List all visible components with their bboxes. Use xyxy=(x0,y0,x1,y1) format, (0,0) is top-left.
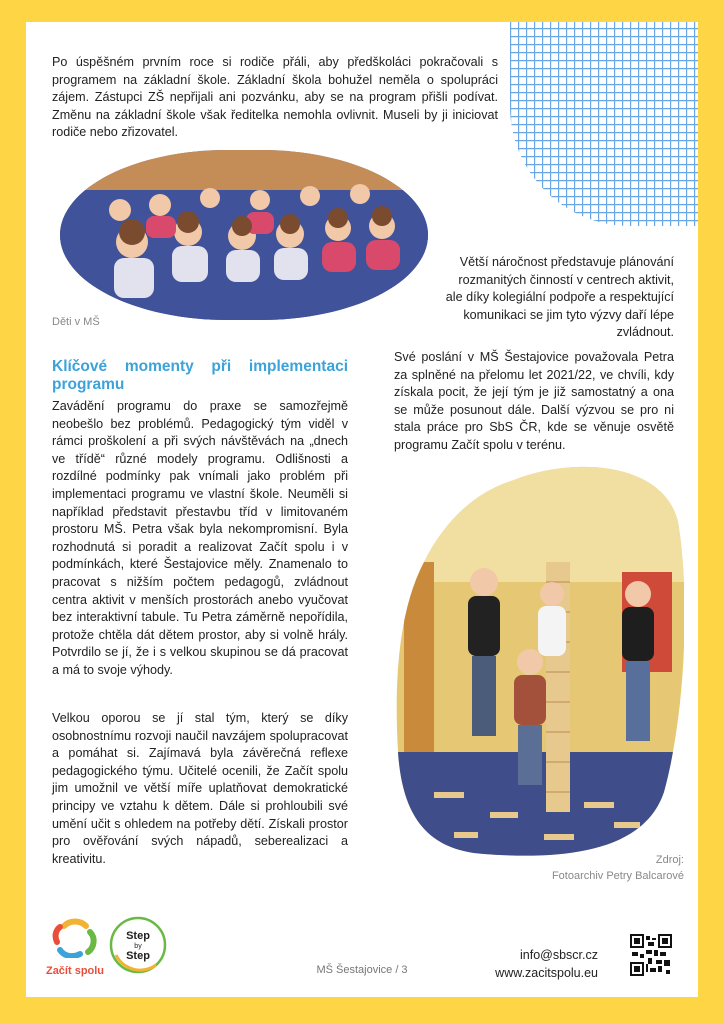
page xyxy=(26,22,698,997)
right-paragraph: Své poslání v MŠ Šestajovice považovala Petra za splněné na přelomu let 2021/22, ve chvíli, kdy získala pocit, že její tým je již samostatný a ona se může posunout dále. Další výzvou se pro ni stala práce pro SbS ČR, kde se věnuje osvětě programu Začít spolu v terénu. xyxy=(394,350,674,452)
section-heading: Klíčové momenty při implementaci programu xyxy=(52,358,348,393)
contact-email[interactable]: info@sbscr.cz xyxy=(520,948,598,962)
photo-source-name: Fotoarchiv Petry Balcarové xyxy=(551,870,684,882)
body-paragraph-2: Velkou oporou se jí stal tým, který se díky osobnostnímu rozvoji naučil navzájem spolupracovat a pomáhat si. Zajímavá byla závěrečná reflexe pedagogického týmu. Učitelé ocenili, že Začít spolu jim umožnil ve větší míře uplatňovat demokratické principy ve vztahu k dětem. Dále si prohloubili své umění učit s ohledem na potřeby dětí. Získali prostor pro ověřování svých nápadů, seberealizaci a kreativitu. xyxy=(52,711,348,866)
photo-source-label: Zdroj: xyxy=(655,854,684,866)
photo-source-caption xyxy=(474,852,684,884)
photo-children-building-tower xyxy=(394,462,684,857)
pull-quote: Větší náročnost představuje plánování rozmanitých činností v centrech aktivit, ale díky kolegiální podpoře a respektující komunikaci se jim tyto výzvy daří lépe zvládnout. xyxy=(445,255,674,340)
logo-step-2: Step xyxy=(126,950,150,962)
body-paragraph-1: Zavádění programu do praxe se samozřejmě neobešlo bez problémů. Pedagogický tým viděl v rámci proškolení a při svých návštěvách na „dnech ve třídě“ různé modely programu. Odlišnosti a rozdílné podmínky pak vnímali jako problém při implementaci programu ve vlastní škole. Neuměli si například představit přestavbu tříd v limitovaném prostoru MŠ. Petra však byla nekompromisní. Byla rozhodnutá si poradit a realizovat Začít spolu i v podmínkách, které Šestajovice měly. Znamenalo to pracovat s nižším počtem pedagogů, zvládnout centra aktivit v menších prostorách anebo vyučovat bez interaktivní tabule. Tu Petra záměrně nepořídila, protože chtěla dát dětem prostor, aby si volně hrály. Potvrdilo se jí, že i s velkou skupinou se dá pracovat a má to svoje výhody. xyxy=(52,399,348,677)
photo-caption: Děti v MŠ xyxy=(52,316,100,328)
logo-step-1: Step xyxy=(126,930,150,942)
contact-web[interactable]: www.zacitspolu.eu xyxy=(495,966,598,980)
zacit-spolu-logo-icon xyxy=(52,918,98,958)
logo-by: by xyxy=(134,943,142,950)
photo-children-in-kindergarten xyxy=(60,150,428,320)
qr-code-icon[interactable] xyxy=(630,934,672,976)
intro-paragraph: Po úspěšném prvním roce si rodiče přáli, aby předškoláci pokračovali s programem na základní škole. Základní škola bohužel neměla o spolupráci zájem. Zástupci ZŠ nepřijali ani pozvánku, aby se na program přišli podívat. Změnu na základní škole však ředitelka nemohla ovlivnit. Museli by ji iniciovat rodiče nebo zřizovatel. xyxy=(52,55,498,140)
logo-zacit-spolu-label: Začít spolu xyxy=(45,965,105,977)
contact-block xyxy=(446,946,598,982)
page-footer: MŠ Šestajovice / 3 xyxy=(316,964,408,976)
decorative-grid xyxy=(510,22,698,226)
